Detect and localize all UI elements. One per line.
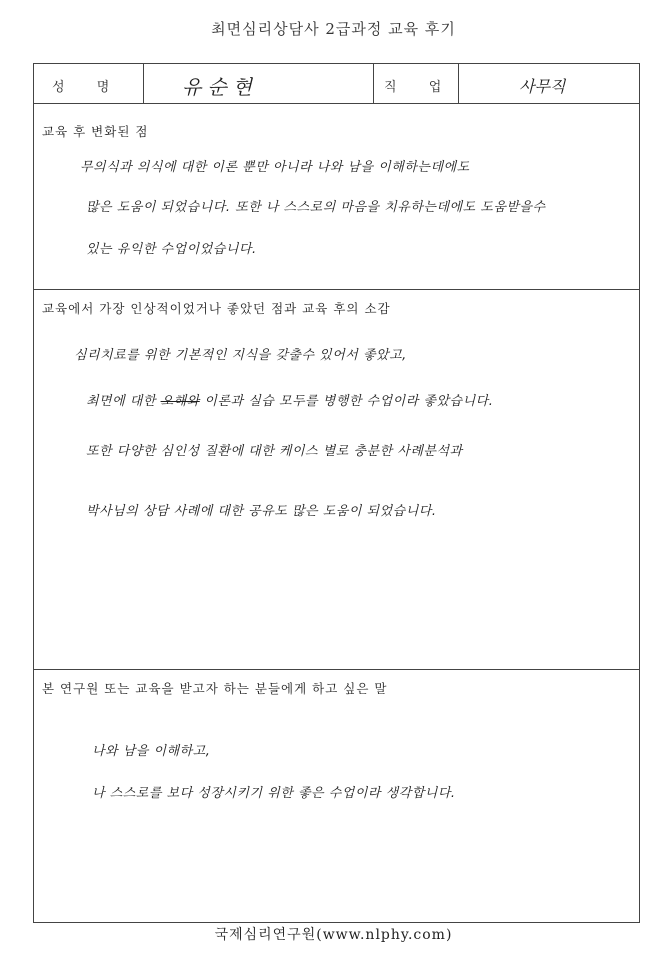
review-form [33, 63, 640, 923]
section-impressions-line: 또한 다양한 심인성 질환에 대한 케이스 별로 충분한 사례분석과 [86, 444, 463, 459]
section-changes-title: 교육 후 변화된 점 [42, 124, 149, 139]
section-impressions-line: 박사님의 상담 사례에 대한 공유도 많은 도움이 되었습니다. [86, 504, 437, 519]
name-value: 유순현 [182, 75, 258, 99]
section-changes-line: 많은 도움이 되었습니다. 또한 나 스스로의 마음을 치유하는데에도 도움받을수 [86, 200, 546, 215]
section-changes [34, 104, 639, 290]
document-title: 최면심리상담사 2급과정 교육 후기 [211, 20, 456, 38]
section-impressions-line: 심리치료를 위한 기본적인 지식을 갖출수 있어서 좋았고, [74, 348, 407, 363]
section-changes-line: 무의식과 의식에 대한 이론 뿐만 아니라 나와 남을 이해하는데에도 [80, 160, 470, 175]
name-value-cell [144, 64, 374, 103]
section-impressions-text: 이론과 실습 모두를 병행한 수업이라 좋았습니다. [204, 394, 494, 409]
job-label: 직 업 [384, 80, 456, 95]
section-impressions-line [86, 390, 493, 409]
section-message [34, 670, 639, 924]
name-label-cell [34, 64, 144, 103]
section-changes-line: 있는 유익한 수업이었습니다. [86, 242, 257, 257]
section-impressions-title: 교육에서 가장 인상적이었거나 좋았던 점과 교육 후의 소감 [42, 301, 391, 316]
job-value-cell [459, 64, 641, 103]
job-label-cell [374, 64, 459, 103]
footer-organization: 국제심리연구원(www.nlphy.com) [214, 927, 453, 943]
header-row [34, 64, 639, 104]
section-message-line: 나 스스로를 보다 성장시키기 위한 좋은 수업이라 생각합니다. [92, 786, 456, 801]
section-message-line: 나와 남을 이해하고, [92, 744, 211, 759]
job-value: 사무직 [519, 77, 566, 96]
name-label: 성 명 [52, 80, 124, 95]
section-message-title: 본 연구원 또는 교육을 받고자 하는 분들에게 하고 싶은 말 [42, 681, 388, 696]
section-impressions-text: 최면에 대한 [86, 394, 161, 409]
struck-word: 오해와 [160, 394, 200, 409]
section-impressions [34, 290, 639, 670]
